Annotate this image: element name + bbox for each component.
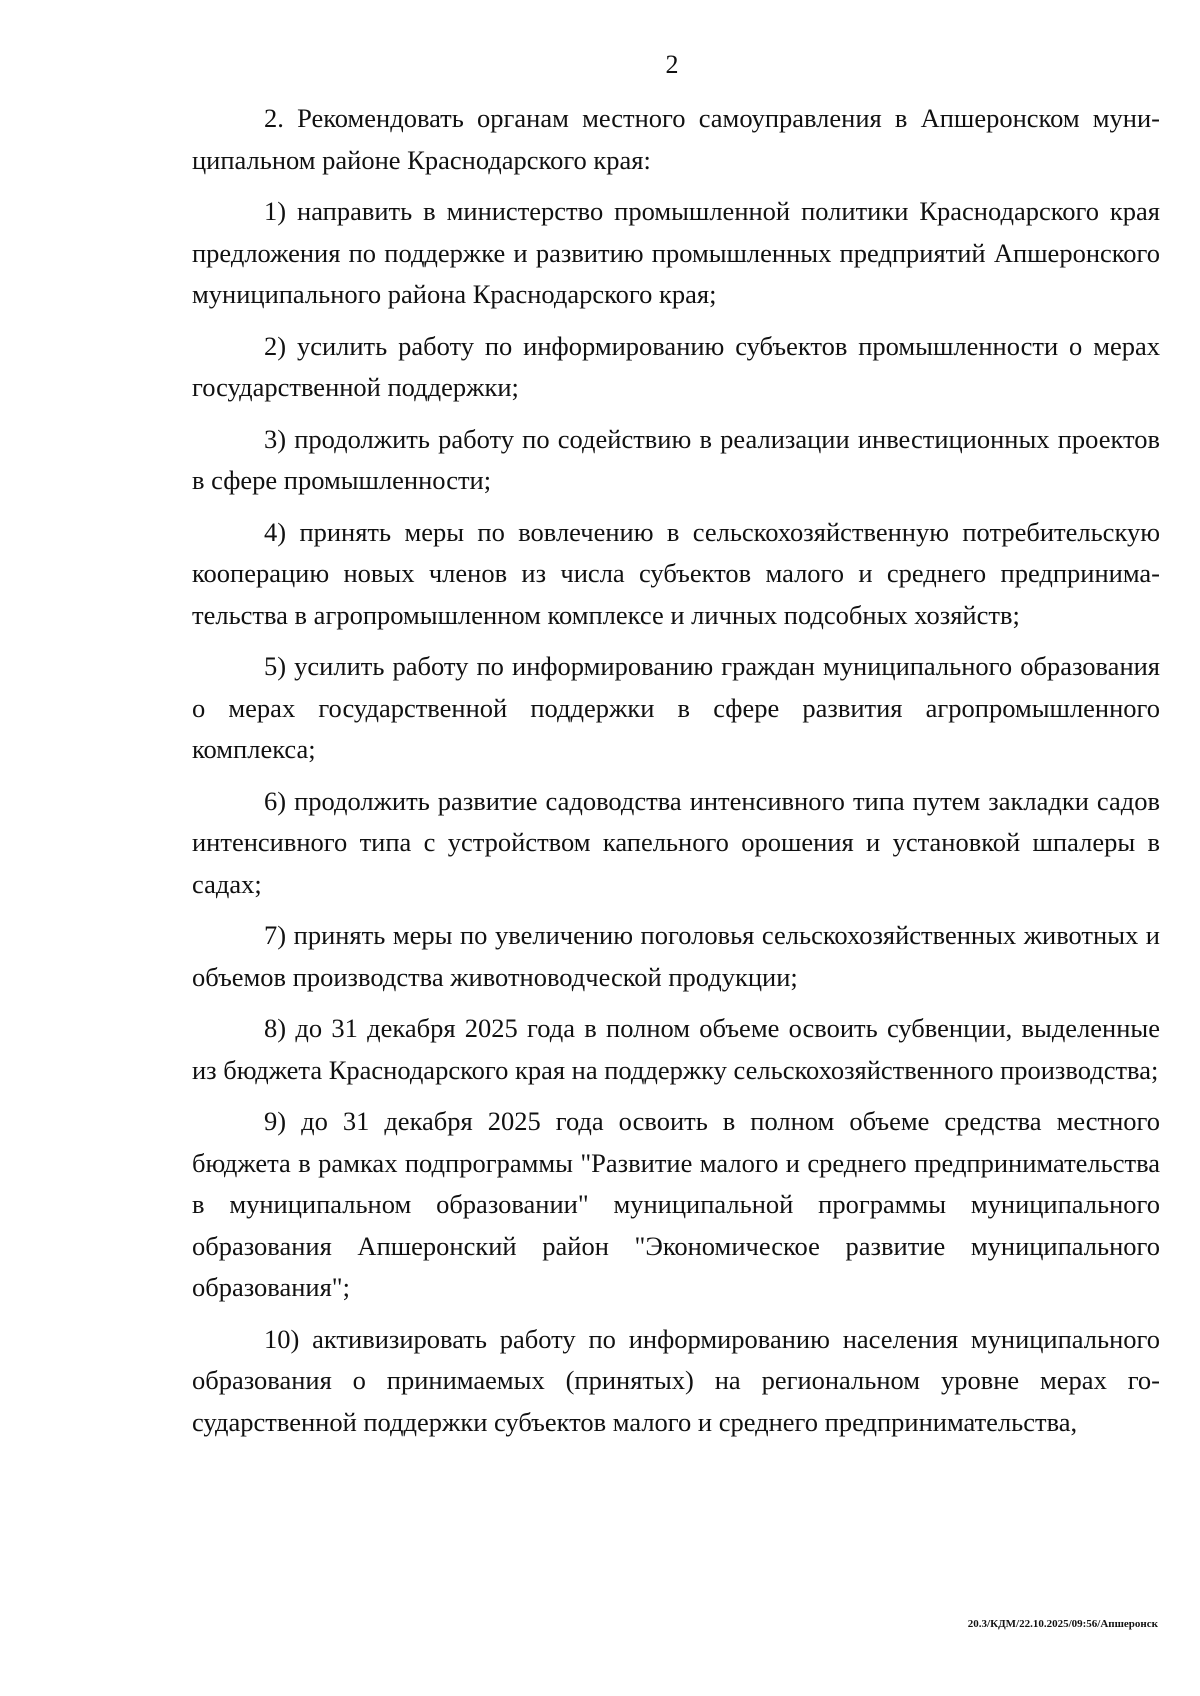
subparagraph-2: 2) усилить работу по информированию субъектов промышленности о мерах государственной поддержки; <box>192 330 1160 402</box>
subparagraph-10: 10) активизировать работу по информированию населения муниципального образования о принимаемых (принятых) на региональном уровне мерах государственной поддержки субъектов малого и среднего предпринимательства, <box>192 1323 1160 1437</box>
document-body <box>192 98 1160 1443</box>
subparagraph-6: 6) продолжить развитие садоводства интенсивного типа путем закладки садов интенсивного типа с устройством капельного орошения и установкой шпалеры в садах; <box>192 785 1160 899</box>
subparagraph-1: 1) направить в министерство промышленной политики Краснодарского края предложения по поддержке и развитию промышленных предприятий Апшеронского муниципального района Краснодарского края; <box>192 196 1160 309</box>
subparagraph-4: 4) принять меры по вовлечению в сельскохозяйственную потребительскую кооперацию новых членов из числа субъектов малого и среднего предпринимательства в агропромышленном комплексе и личных подсобных хозяйств; <box>192 516 1160 630</box>
subparagraph-3: 3) продолжить работу по содействию в реализации инвестиционных проектов в сфере промышленности; <box>192 423 1160 495</box>
paragraph-item-2: 2. Рекомендовать органам местного самоуправления в Апшеронском муниципальном районе Краснодарского края: <box>192 103 1160 175</box>
page-number: 2 <box>665 50 679 79</box>
subparagraph-9: 9) до 31 декабря 2025 года освоить в полном объеме средства местного бюджета в рамках подпрограммы "Развитие малого и среднего предпринимательства в муниципальном образовании" муниципальной программы муниципального образования Апшеронский район "Экономическое развитие муниципального образования"; <box>192 1106 1160 1302</box>
subparagraph-5: 5) усилить работу по информированию граждан муниципального образования о мерах государственной поддержки в сфере развития агропромышленного комплекса; <box>192 651 1160 764</box>
footer-document-code: 20.3/КДМ/22.10.2025/09:56/Апшеронск <box>967 1618 1158 1630</box>
subparagraph-8: 8) до 31 декабря 2025 года в полном объеме освоить субвенции, выделенные из бюджета Краснодарского края на поддержку сельскохозяйственного производства; <box>192 1013 1160 1085</box>
subparagraph-7: 7) принять меры по увеличению поголовья сельскохозяйственных животных и объемов производства животноводческой продукции; <box>192 920 1160 992</box>
